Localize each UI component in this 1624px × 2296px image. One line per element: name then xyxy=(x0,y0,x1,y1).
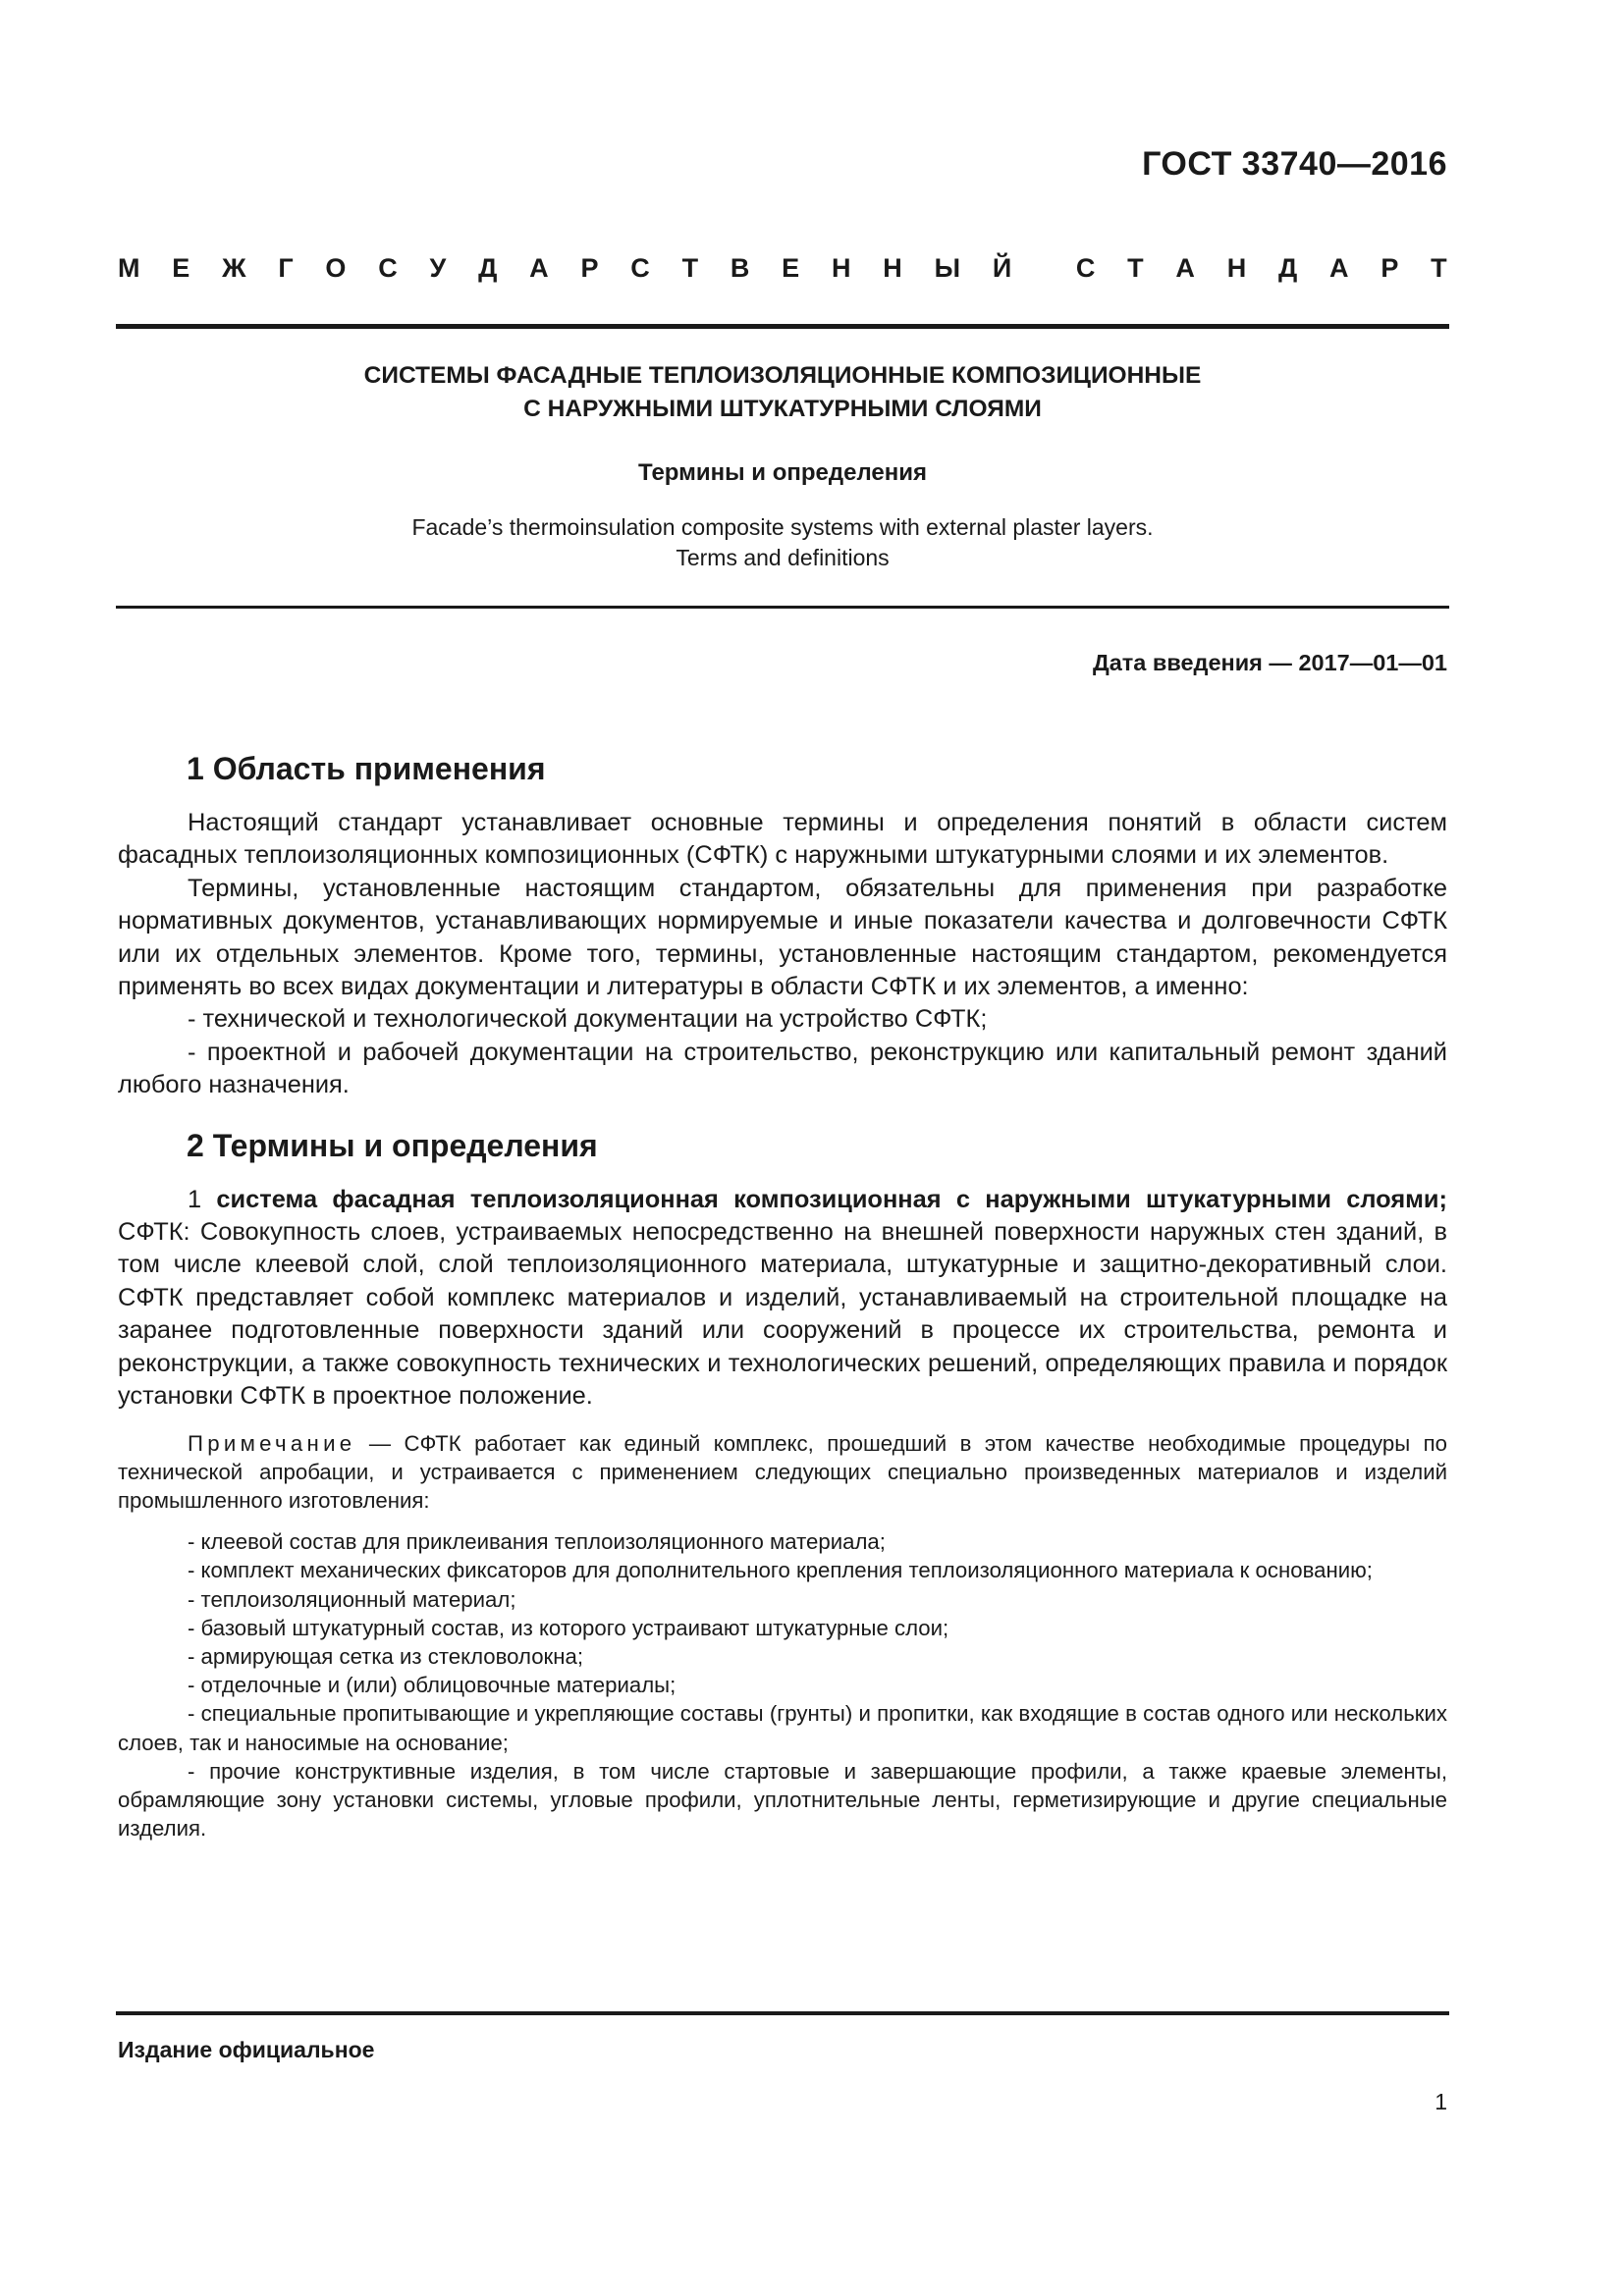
note-list-item: - отделочные и (или) облицовочные материалы; xyxy=(188,1673,677,1698)
interstate-letter: С xyxy=(630,253,650,283)
note-list-item: - комплект механических фиксаторов для дополнительного крепления теплоизоляционного материала к основанию; xyxy=(188,1558,1373,1583)
subtitle: Термины и определения xyxy=(637,459,928,486)
interstate-letter: Р xyxy=(580,253,599,283)
document-body xyxy=(118,748,1447,1842)
term-definition: СФТК: Совокупность слоев, устраиваемых непосредственно на внешней поверхности наружных стен зданий, в том числе клеевой слой, слой теплоизоляционного материала, штукатурные и защитно-декоративный слои. СФТК представляет собой комплекс материалов и изделий, устанавливаемый на строительной площадке на заранее подготовленные поверхности зданий или сооружений в процессе их строительства, ремонта и реконструкции, а также совокупность технических и технологических решений, определяющих правила и порядок установки СФТК в проектное положение. xyxy=(118,1218,1447,1411)
interstate-letter: Г xyxy=(278,253,294,283)
interstate-letter: А xyxy=(529,253,549,283)
main-title-line-2: С НАРУЖНЫМИ ШТУКАТУРНЫМИ СЛОЯМИ xyxy=(523,396,1042,422)
interstate-letter: С xyxy=(1075,253,1096,283)
list-item: - проектной и рабочей документации на строительство, реконструкцию или капитальный ремонт зданий любого назначения. xyxy=(118,1038,1447,1099)
interstate-letter: Т xyxy=(681,253,699,283)
interstate-letter: В xyxy=(730,253,750,283)
footer-divider xyxy=(116,2011,1449,2015)
gost-number: ГОСТ 33740—2016 xyxy=(1142,145,1447,183)
interstate-letter: А xyxy=(1329,253,1349,283)
note-list-item: - теплоизоляционный материал; xyxy=(188,1586,516,1612)
main-title-line-1: СИСТЕМЫ ФАСАДНЫЕ ТЕПЛОИЗОЛЯЦИОННЫЕ КОМПОЗИЦИОННЫЕ xyxy=(363,362,1202,389)
section-1-paragraph-1: Настоящий стандарт устанавливает основные термины и определения понятий в области систем фасадных теплоизоляционных композиционных (СФТК) с наружными штукатурными слоями и их элементов. xyxy=(118,809,1447,870)
term-entry xyxy=(118,1184,1447,1414)
official-edition-label: Издание официальное xyxy=(118,2037,375,2062)
interstate-letter: М xyxy=(118,253,140,283)
english-title-line-1: Facade’s thermoinsulation composite systems with external plaster layers. xyxy=(411,514,1154,540)
note-list-item: - клеевой состав для приклеивания теплоизоляционного материала; xyxy=(188,1529,886,1555)
title-block xyxy=(116,359,1449,573)
interstate-letter: Н xyxy=(831,253,851,283)
interstate-letter: А xyxy=(1175,253,1195,283)
note-list-item: - прочие конструктивные изделия, в том числе стартовые и завершающие профили, а также краевые элементы, обрамляющие зону установки системы, угловые профили, уплотнительные ленты, герметизирующие и другие специальные изделия. xyxy=(118,1758,1447,1842)
interstate-letter: О xyxy=(325,253,347,283)
interstate-letter: Е xyxy=(782,253,800,283)
interstate-letter: Т xyxy=(1431,253,1447,283)
list-item: - технической и технологической документации на устройство СФТК; xyxy=(188,1005,988,1034)
interstate-standard-heading xyxy=(118,253,1447,284)
interstate-letter: С xyxy=(378,253,398,283)
term-number: 1 xyxy=(188,1185,202,1213)
interstate-letter: Н xyxy=(883,253,902,283)
term-name: система фасадная теплоизоляционная композиционная с наружными штукатурными слоями; xyxy=(216,1185,1447,1213)
note-label: Примечание xyxy=(188,1430,356,1456)
section-1-heading: 1 Область применения xyxy=(187,751,546,786)
page-number: 1 xyxy=(1435,2089,1447,2114)
note-list xyxy=(118,1527,1447,1842)
note-list-item: - армирующая сетка из стекловолокна; xyxy=(188,1643,583,1669)
interstate-letter: У xyxy=(429,253,447,283)
interstate-letter: Е xyxy=(172,253,190,283)
section-1-paragraph-2: Термины, установленные настоящим стандартом, обязательны для применения при разработке нормативных документов, устанавливающих нормируемые и иные показатели качества и долговечности СФТК или их отдельных элементов. Кроме того, термины, установленные настоящим стандартом, рекомендуется применять во всех видах документации и литературы в области СФТК и их элементов, а именно: xyxy=(118,874,1447,1001)
english-title xyxy=(116,512,1449,573)
interstate-letter: Д xyxy=(1278,253,1298,283)
interstate-letter: Ж xyxy=(222,253,246,283)
note xyxy=(118,1429,1447,1516)
interstate-letter: Т xyxy=(1127,253,1144,283)
note-list-item: - базовый штукатурный состав, из которого устраивают штукатурные слои; xyxy=(188,1615,949,1640)
introduction-date: Дата введения — 2017—01—01 xyxy=(1092,650,1447,675)
interstate-letter: Д xyxy=(478,253,498,283)
interstate-letter: Ы xyxy=(934,253,961,283)
interstate-letter: Й xyxy=(992,253,1012,283)
note-list-item: - специальные пропитывающие и укрепляющие составы (грунты) и пропитки, как входящие в состав одного или нескольких слоев, так и наносимые на основание; xyxy=(118,1701,1447,1755)
interstate-letter: Н xyxy=(1226,253,1247,283)
title-divider xyxy=(116,606,1449,609)
english-title-line-2: Terms and definitions xyxy=(676,545,890,570)
section-2-heading: 2 Термины и определения xyxy=(187,1127,598,1163)
note-text: — СФТК работает как единый комплекс, прошедший в этом качестве необходимые процедуры по технической апробации, и устраивается с применением следующих специально произведенных материалов и изделий промышленного изготовления: xyxy=(118,1430,1447,1513)
top-divider xyxy=(116,324,1449,329)
interstate-letter: Р xyxy=(1380,253,1399,283)
